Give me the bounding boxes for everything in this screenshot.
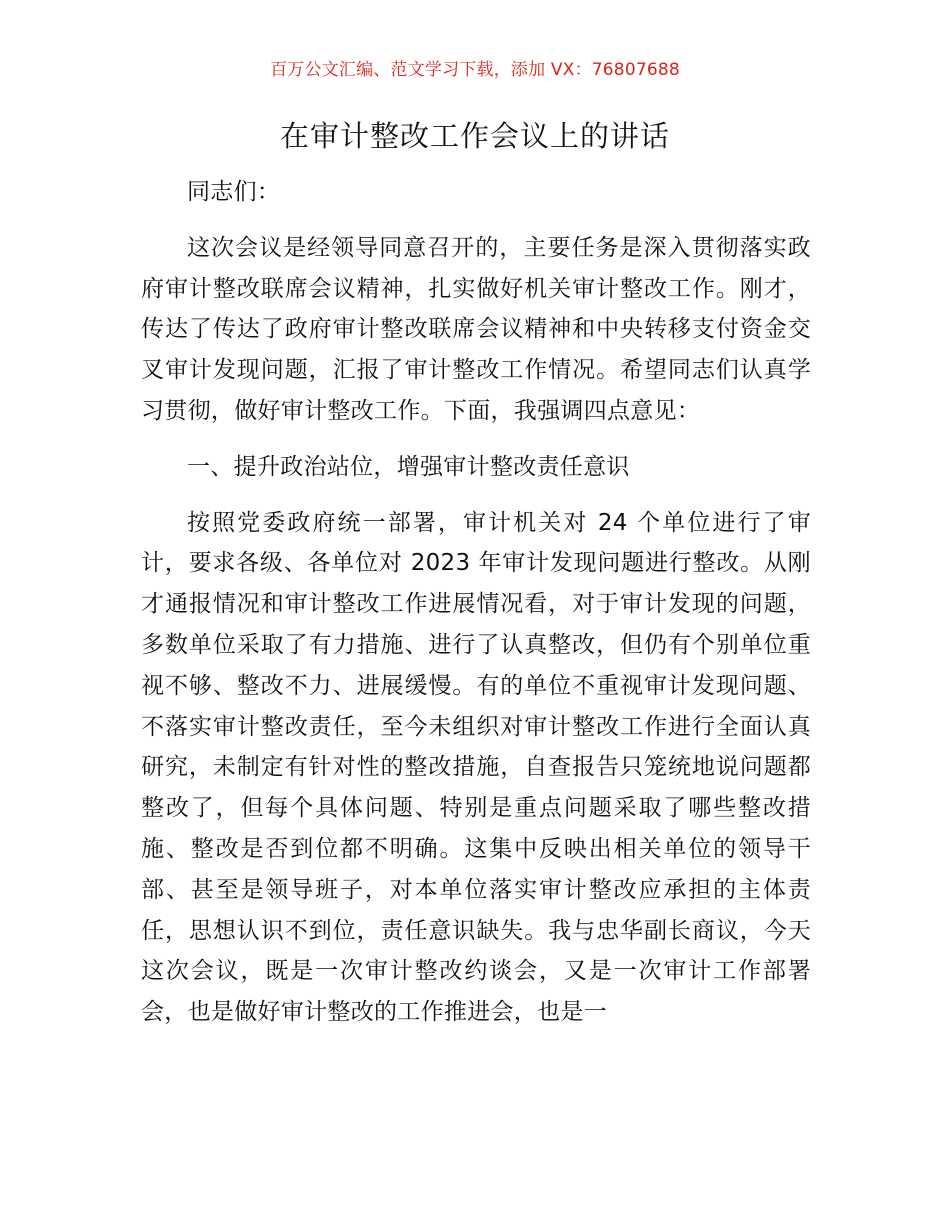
- header-watermark-note: 百万公文汇编、范文学习下载，添加 VX：76807688: [270, 60, 680, 80]
- paragraph-section-1: 按照党委政府统一部署，审计机关对 24 个单位进行了审计，要求各级、各单位对 2023 年审计发现问题进行整改。从刚才通报情况和审计整改工作进展情况看，对于审计发现的问题，多数单位采取了有力措施、进行了认真整改，但仍有个别单位重视不够、整改不力、进展缓慢。有的单位不重视审计发现问题、不落实审计整改责任，至今未组织对审计整改工作进行全面认真研究，未制定有针对性的整改措施，自查报告只笼统地说问题都整改了，但每个具体问题、特别是重点问题采取了哪些整改措施、整改是否到位都不明确。这集中反映出相关单位的领导干部、甚至是领导班子，对本单位落实审计整改应承担的主体责任，思想认识不到位，责任意识缺失。我与忠华副长商议，今天这次会议，既是一次审计整改约谈会，又是一次审计工作部署会，也是做好审计整改的工作推进会，也是一: [141, 509, 811, 1026]
- document-body: [141, 172, 811, 1033]
- paragraph-intro: 这次会议是经领导同意召开的，主要任务是深入贯彻落实政府审计整改联席会议精神，扎实做好机关审计整改工作。刚才，传达了传达了政府审计整改联席会议精神和中央转移支付资金交叉审计发现问题，汇报了审计整改工作情况。希望同志们认真学习贯彻，做好审计整改工作。下面，我强调四点意见：: [141, 234, 811, 424]
- section-heading-1: 一、提升政治站位，增强审计整改责任意识: [187, 453, 630, 480]
- salutation: 同志们：: [187, 179, 281, 205]
- document-title: 在审计整改工作会议上的讲话: [279, 119, 670, 153]
